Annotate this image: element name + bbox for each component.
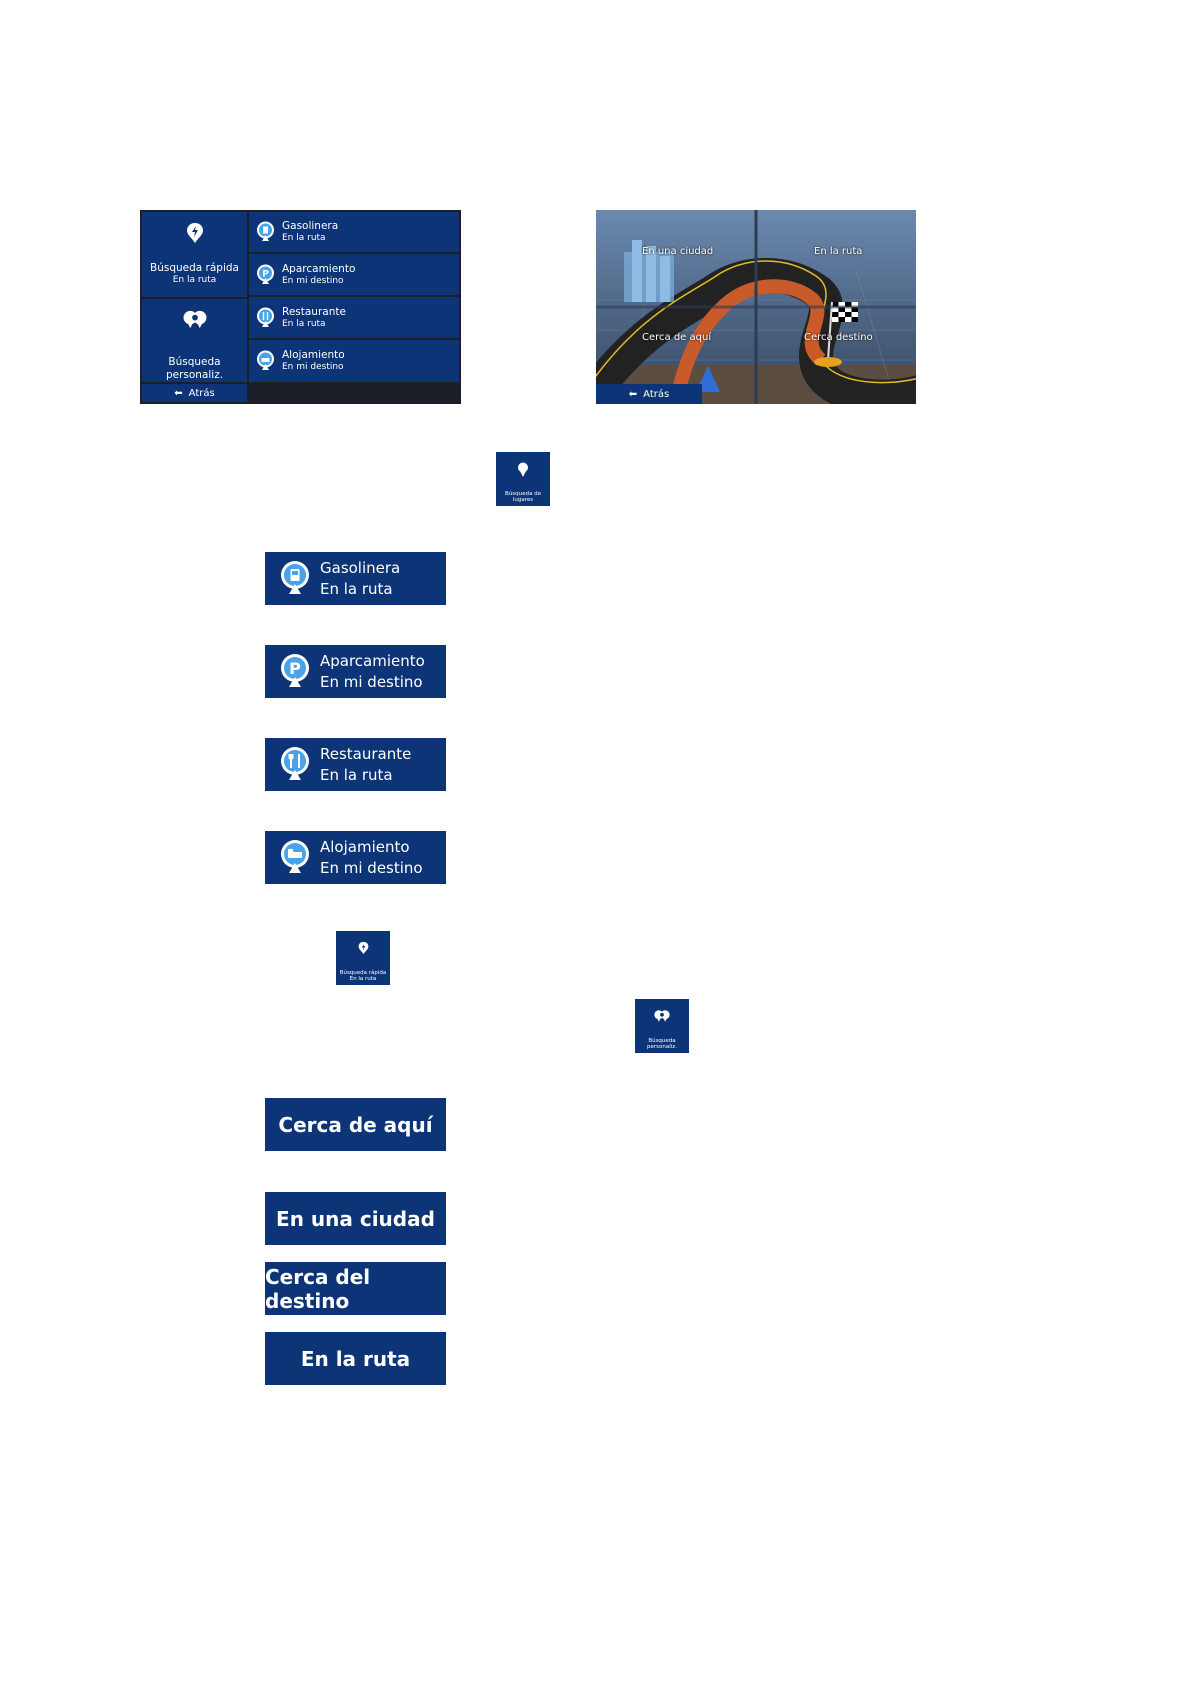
find-places-button[interactable] xyxy=(496,452,550,506)
near-destination-button[interactable]: Cerca del destino xyxy=(265,1262,446,1315)
area-label-city[interactable]: En una ciudad xyxy=(642,246,714,257)
poi-item-lodging[interactable] xyxy=(249,340,459,382)
poi-item-title: Alojamiento xyxy=(282,349,345,361)
poi-item-title: Aparcamiento xyxy=(282,262,356,275)
fuel-pin-icon xyxy=(256,221,275,243)
custom-search-icon xyxy=(181,309,209,330)
area-label-here[interactable]: Cerca de aquí xyxy=(642,332,712,343)
parking-button[interactable] xyxy=(265,645,446,698)
road-illustration xyxy=(596,210,916,404)
quick-search-icon xyxy=(186,222,204,244)
button-sub: En mi destino xyxy=(320,672,423,691)
along-route-button[interactable]: En la ruta xyxy=(265,1332,446,1385)
back-button[interactable] xyxy=(142,384,247,402)
custom-search-title: Búsqueda personaliz. xyxy=(165,356,224,381)
restaurant-button[interactable] xyxy=(265,738,446,791)
button-title: Alojamiento xyxy=(320,837,410,856)
quick-search-icon xyxy=(358,941,369,955)
poi-item-fuel[interactable] xyxy=(249,212,459,252)
poi-item-restaurant[interactable] xyxy=(249,297,459,338)
quick-search-sub: En la ruta xyxy=(349,976,377,982)
restaurant-pin-icon xyxy=(279,746,311,784)
custom-search-tile[interactable] xyxy=(142,299,247,382)
arrow-left-icon: ⬅ xyxy=(174,387,183,399)
button-sub: En la ruta xyxy=(320,765,393,784)
button-sub: En mi destino xyxy=(320,858,423,877)
find-places-screen xyxy=(140,210,461,404)
lodging-pin-icon xyxy=(279,839,311,877)
fuel-pin-icon xyxy=(279,560,311,598)
find-places-icon xyxy=(517,462,529,478)
svg-text:P: P xyxy=(262,269,269,279)
lodging-button[interactable] xyxy=(265,831,446,884)
lodging-pin-icon xyxy=(256,350,275,372)
button-sub: En la ruta xyxy=(320,579,393,598)
button-title: Gasolinera xyxy=(320,558,401,577)
arrow-left-icon: ⬅ xyxy=(628,388,638,400)
poi-item-parking[interactable] xyxy=(249,254,459,295)
poi-item-title: Restaurante xyxy=(282,305,346,318)
quick-search-title: Búsqueda rápida xyxy=(150,262,239,274)
quick-search-tile[interactable] xyxy=(142,212,247,297)
button-title: Restaurante xyxy=(320,744,412,763)
quick-search-sub: En la ruta xyxy=(172,275,217,285)
poi-item-sub: En la ruta xyxy=(282,318,326,329)
back-label: Atrás xyxy=(643,388,670,400)
area-label-route[interactable]: En la ruta xyxy=(814,246,863,257)
quick-search-label: Búsqueda rápida xyxy=(339,970,387,976)
search-area-screen xyxy=(596,210,916,404)
back-label: Atrás xyxy=(188,387,215,399)
find-places-label: Búsqueda de lugares xyxy=(505,491,541,503)
custom-search-icon xyxy=(653,1009,671,1023)
parking-pin-icon xyxy=(279,653,311,691)
restaurant-pin-icon xyxy=(256,307,275,329)
fuel-button[interactable] xyxy=(265,552,446,605)
area-label-destination[interactable]: Cerca destino xyxy=(804,332,873,343)
quick-search-button[interactable] xyxy=(336,931,390,985)
poi-item-title: Gasolinera xyxy=(282,220,339,232)
custom-search-button[interactable] xyxy=(635,999,689,1053)
custom-search-sub: personaliz. xyxy=(647,1044,677,1050)
poi-item-sub: En mi destino xyxy=(282,275,344,286)
button-title: Aparcamiento xyxy=(320,651,425,670)
in-a-city-button[interactable]: En una ciudad xyxy=(265,1192,446,1245)
poi-item-sub: En mi destino xyxy=(282,362,344,372)
custom-search-label: Búsqueda xyxy=(648,1038,676,1044)
back-button[interactable] xyxy=(596,384,702,404)
poi-item-sub: En la ruta xyxy=(282,233,326,243)
parking-pin-icon xyxy=(256,264,275,286)
svg-text:P: P xyxy=(289,658,301,678)
near-here-button[interactable]: Cerca de aquí xyxy=(265,1098,446,1151)
